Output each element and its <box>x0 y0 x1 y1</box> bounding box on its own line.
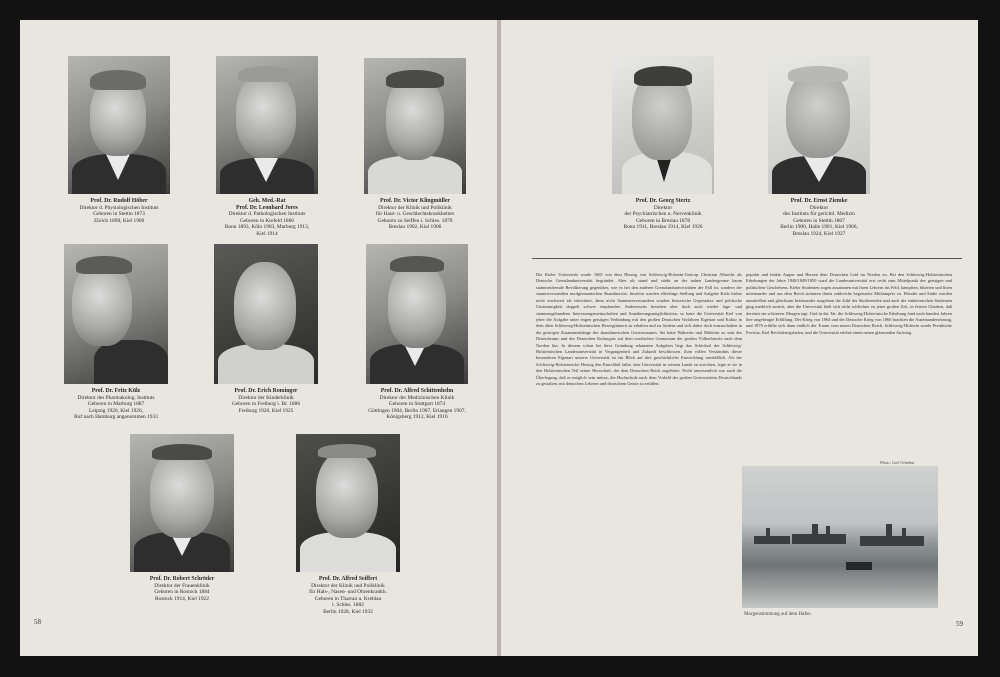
portrait-line: Breslau 1924, Kiel 1927 <box>792 230 846 237</box>
article-text: populär und lenkte Augen und Herzen dem Deutschen Leid im Norden zu. Bei den Schleswig-Holsteinischen Erhebungen der Jahre 1848/1849/1850 ward die Landesuniversität erst recht zum Mittelpunkt des geistigen und politischen Geschehens. Kieler Studenten zogen zusammen mit ihren Lehrern ins Feld, kämpften, bluteten und litten miteinander und aus dem Reich strömten ihnen zahlreiche begeisterte Mitkämpfer zu. Hörsäle und Stube wurden unmittelbar und gleichsam beieinander ausgebaut die Zahl der Studierenden und auch der einheimischen Studenten ging merklich zurück, aber die Universität hielt sich nicht schlechter zu jener großen Zeit, in festem Glauben, daß dereinst ein schönerer Morgen tagt. Und in der Tat: die Schleswig-Holsteinische Erhebung fand nach hundert Jahren ihre ungebeugte Erfüllung. Der Krieg von 1864 und der Deutsche Krieg von 1866 brachten die Auseinandersetzung, und 1870 erfüllte sich dann endlich der Traum vom neuen Deutschen Reich. Schleswig-Holstein wurde Preußische Provinz, Kiel Reichskriegshafen, und die Universität erlebte einen neuen glänzenden Aufstieg. <box>746 272 952 335</box>
portrait-name: Prof. Dr. Georg Stertz <box>635 198 691 204</box>
portrait-line: Zürich 1898, Kiel 1900 <box>93 217 145 224</box>
portrait-line: Bonn 1893, Köln 1903, Marburg 1913, <box>224 224 310 231</box>
portrait-line: Direktor des Pharmakolog. Instituts <box>77 394 155 401</box>
portrait-name: Geh. Med.-Rat <box>248 198 286 204</box>
portrait-name: Prof. Dr. Victor Klingmüller <box>380 198 450 204</box>
portrait-line: Direktor <box>653 204 673 211</box>
portrait-line: Göttingen 1904, Berlin 1907, Erlangen 1907, <box>368 407 466 414</box>
portrait-photo <box>214 244 318 384</box>
portrait-line: Direktor der Frauenklinik <box>154 582 210 589</box>
page-number-left: 58 <box>34 618 41 626</box>
portrait-line: für Haut- u. Geschlechtskrankheiten <box>375 211 455 218</box>
portrait-line: Geboren in Krefeld 1866 <box>239 217 295 224</box>
portrait-name: Prof. Dr. Erich Rominger <box>234 388 298 394</box>
portrait-photo <box>68 56 170 194</box>
portrait-name: Prof. Dr. Ernst Ziemke <box>790 198 848 204</box>
portrait-name: Prof. Dr. Alfred Schittenhelm <box>380 388 454 394</box>
portrait-line: Kiel 1914 <box>256 230 278 237</box>
harbor-caption: Morgenstimmung auf dem Hafen <box>744 612 811 617</box>
portrait-line: für Hals-, Nasen- und Ohrenkrankh. <box>309 589 387 596</box>
portrait-photo <box>768 56 870 194</box>
portrait-line: Direktor der Klinik und Poliklinik <box>311 582 385 589</box>
page-gutter <box>497 20 501 656</box>
portrait-photo <box>296 434 400 572</box>
portrait-line: Geboren in Tharrau u. Kreblau <box>314 595 382 602</box>
portrait-line: Geboren zu Seiffen i. Schles. 1870 <box>377 217 453 224</box>
portrait-line: Geboren in Marburg 1887 <box>87 401 145 408</box>
portrait-line: Ruf nach Hamburg angenommen 1933 <box>74 414 158 421</box>
harbor-photo <box>742 466 938 608</box>
portrait-name: Prof. Dr. Fritz Külz <box>91 388 141 394</box>
portrait-line: Bonn 1911, Breslau 1914, Kiel 1926 <box>623 224 703 231</box>
portrait-line: Direktor der Kinderklinik <box>238 394 294 401</box>
portrait-line: Geboren in Stettin 1873 <box>93 211 145 218</box>
portrait-line: Berlin 1928, Kiel 1932 <box>323 608 373 615</box>
article-column-2 <box>746 272 952 458</box>
page-number-right: 59 <box>956 620 963 628</box>
portrait-line: Geboren in Breslau 1878 <box>635 217 691 224</box>
portrait-line: Geboren in Stettin 1867 <box>793 217 845 224</box>
portrait-line: i. Schles. 1882 <box>332 602 364 609</box>
photo-credit: Photo: Carl Urbahns <box>880 460 915 465</box>
portrait-line: des Instituts für gerichtl. Medizin <box>782 211 855 218</box>
portrait-photo <box>64 244 168 384</box>
portrait-photo <box>366 244 468 384</box>
portrait-line: Direktor der Klinik und Poliklinik <box>378 204 452 211</box>
portrait-line: Rostock 1914, Kiel 1922 <box>155 595 209 602</box>
portrait-line: Geboren in Freiburg i. Br. 1886 <box>231 401 301 408</box>
portrait-line: Direktor d. Physiologischen Instituts <box>79 204 159 211</box>
portrait-photo <box>216 56 318 194</box>
article-column-1 <box>536 272 742 608</box>
portrait-name-line2: Prof. Dr. Leonhard Jores <box>236 204 298 211</box>
portrait-line: Direktor <box>809 204 829 211</box>
portrait-line: Königsberg 1912, Kiel 1916 <box>386 414 448 421</box>
portrait-line: Geboren in Stuttgart 1874 <box>388 401 446 408</box>
portrait-line: Direktor der Medizinischen Klinik <box>379 394 455 401</box>
portrait-line: Direktor d. Pathologischen Instituts <box>228 211 306 218</box>
portrait-name: Prof. Dr. Alfred Seiffert <box>318 576 378 582</box>
portrait-photo <box>612 56 714 194</box>
portrait-line: Geboren in Rostock 1884 <box>154 589 210 596</box>
portrait-line: Freiburg 1920, Kiel 1925 <box>238 407 294 414</box>
portrait-photo <box>364 58 466 194</box>
article-text: Die Kieler Universität wurde 1665 von dem Herzog von Schleswig-Holstein-Gottorp Christian Albrecht als Deutsche Grenzlanduniversität begründet. Aber als stand und stärkt an der nahen Landesgrenze kaum stammesfremde Bevölkerung gegenüber, wie es bei den anderen Grenzlanduniversitäten der Fall ist, sondern der stammverwandten nordgermanischen Skandinavier. Insofern wurden allerdings Stellung und Aufgabe Kiels bisher nicht erschwert als erleichtert, denn nicht Stammesverwandten wurden historische Gegensätze und politische Unstimmigkeit doppelt schwer empfunden. Andererseits bestehen aber doch auch wieder lage- und stammesgebundene Interessengemeinschaften und Annäherungsmöglichkeiten, so hatte die Universität Kiel von jeher die Aufgabe unter engen geistigen Verbindung mit den großen Deutschen Vorfahren Eigenart und Kultur in dem alten Schleswig-Holsteinischen Herzogtümern zu erhalten und zu fördern und sich dabei doch einzuschalten in die geistigen Zusammenhänge des skandinavischen Geistesraumes. Sie hatte Wahrerin und Mittlerin zu sein des Deutschtums und des Deutschen Kulturguts auf dem nordischen Grenzraum der großen Völkerbrücke nach dem Norden hin. In diesem schon bei ihrer Gründung erkannten Aufgaben liegt das Schicksal der Schleswig-Holsteinischen Landesuniversität in Vergangenheit und Zukunft beschlossen. Zum vollen Verständnis dieser besonderen Eigenart unserer Universität ist ein Blick auf ihre geschichtliche Entwicklung unerläßlich. Als der Schleswig-Holsteinische Herzog den Entschluß faßte, eine Universität in seinem Lande zu errichten, legte er sie in den Holsteinischen Teil seiner Herrschaft, der dem Deutschen Reich zugehörte. Nicht unwesentlich war auch die Überlegung, daß es möglich sein müsse, die Hochschule nach dem Vorbild der großen Universitäten Deutschlands zu gestalten, mit deutschen Lehrern und deutschem Geiste zu erfüllen. <box>536 272 742 387</box>
portrait-line: Breslau 1902, Kiel 1906 <box>388 224 442 231</box>
portrait-photo <box>130 434 234 572</box>
portrait-line: der Psychiatrischen u. Nervenklinik <box>624 211 702 218</box>
portrait-name: Prof. Dr. Robert Schröder <box>149 576 215 582</box>
portrait-name: Prof. Dr. Rudolf Höber <box>90 198 148 204</box>
portrait-line: Leipzig 1920, Kiel 1926, <box>88 407 144 414</box>
horizontal-rule <box>532 258 962 259</box>
portrait-line: Berlin 1900, Halle 1901, Kiel 1906, <box>780 224 858 231</box>
